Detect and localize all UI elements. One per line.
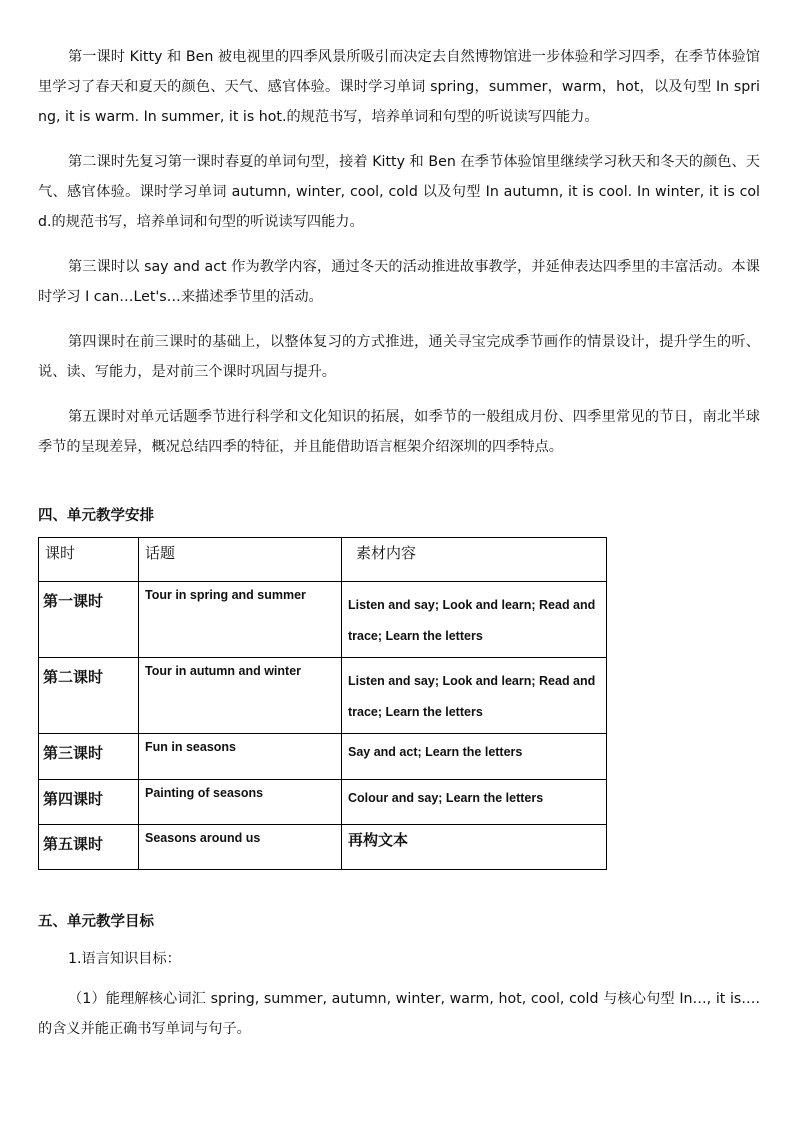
table-header-material: 素材内容: [342, 538, 607, 582]
paragraph-lesson-2: 第二课时先复习第一课时春夏的单词句型，接着 Kitty 和 Ben 在季节体验馆里继续学习秋天和冬天的颜色、天气、感官体验。课时学习单词 autumn, winter, cool, cold 以及句型 In autumn, it is cool. In winter, it is cold.的规范书写，培养单词和句型的听说读写四能力。: [38, 154, 760, 230]
table-cell-material: Listen and say; Look and learn; Read and trace; Learn the letters: [342, 658, 607, 734]
table-cell-topic: Fun in seasons: [139, 734, 342, 780]
table-row: [39, 658, 607, 734]
table-cell-lesson: 第五课时: [39, 825, 139, 870]
paragraph-lesson-1: 第一课时 Kitty 和 Ben 被电视里的四季风景所吸引而决定去自然博物馆进一步体验和学习四季，在季节体验馆里学习了春天和夏天的颜色、天气、感官体验。课时学习单词 spring，summer，warm，hot，以及句型 In spring, it is warm. In summer, it is hot.的规范书写，培养单词和句型的听说读写四能力。: [38, 49, 760, 125]
table-header-row: [39, 538, 607, 582]
goal-subheading-language-knowledge: 1.语言知识目标：: [68, 951, 181, 967]
table-cell-lesson: 第二课时: [39, 658, 139, 734]
table-cell-lesson: 第四课时: [39, 780, 139, 825]
table-cell-topic: Tour in autumn and winter: [139, 658, 342, 734]
goal-item-1: （1）能理解核心词汇 spring, summer, autumn, winter, warm, hot, cool, cold 与核心句型 In…, it is…. 的含义并能正确书写单词与句子。: [38, 991, 760, 1037]
paragraph-lesson-5: 第五课时对单元话题季节进行科学和文化知识的拓展，如季节的一般组成月份、四季里常见的节日，南北半球季节的呈现差异，概况总结四季的特征，并且能借助语言框架介绍深圳的四季特点。: [38, 409, 760, 455]
table-cell-topic: Tour in spring and summer: [139, 582, 342, 658]
paragraph-lesson-4: 第四课时在前三课时的基础上，以整体复习的方式推进，通关寻宝完成季节画作的情景设计，提升学生的听、说、读、写能力，是对前三个课时巩固与提升。: [38, 334, 760, 380]
section-heading-unit-goals: 五、单元教学目标: [38, 914, 154, 930]
table-cell-material: Listen and say; Look and learn; Read and trace; Learn the letters: [342, 582, 607, 658]
paragraph-lesson-3: 第三课时以 say and act 作为教学内容，通过冬天的活动推进故事教学，并延伸表达四季里的丰富活动。本课时学习 I can…Let's…来描述季节里的活动。: [38, 259, 760, 305]
section-heading-unit-schedule: 四、单元教学安排: [38, 508, 154, 524]
table-header-topic: 话题: [139, 538, 342, 582]
table-cell-material: Colour and say; Learn the letters: [342, 780, 607, 825]
document-page: [38, 42, 760, 1044]
table-header-lesson: 课时: [39, 538, 139, 582]
table-cell-topic: Seasons around us: [139, 825, 342, 870]
table-row: [39, 780, 607, 825]
unit-schedule-table: [38, 537, 607, 870]
table-cell-material: Say and act; Learn the letters: [342, 734, 607, 780]
table-row: [39, 734, 607, 780]
table-row: [39, 825, 607, 870]
table-cell-material: 再构文本: [342, 825, 607, 870]
table-row: [39, 582, 607, 658]
table-cell-lesson: 第三课时: [39, 734, 139, 780]
table-cell-topic: Painting of seasons: [139, 780, 342, 825]
table-cell-lesson: 第一课时: [39, 582, 139, 658]
